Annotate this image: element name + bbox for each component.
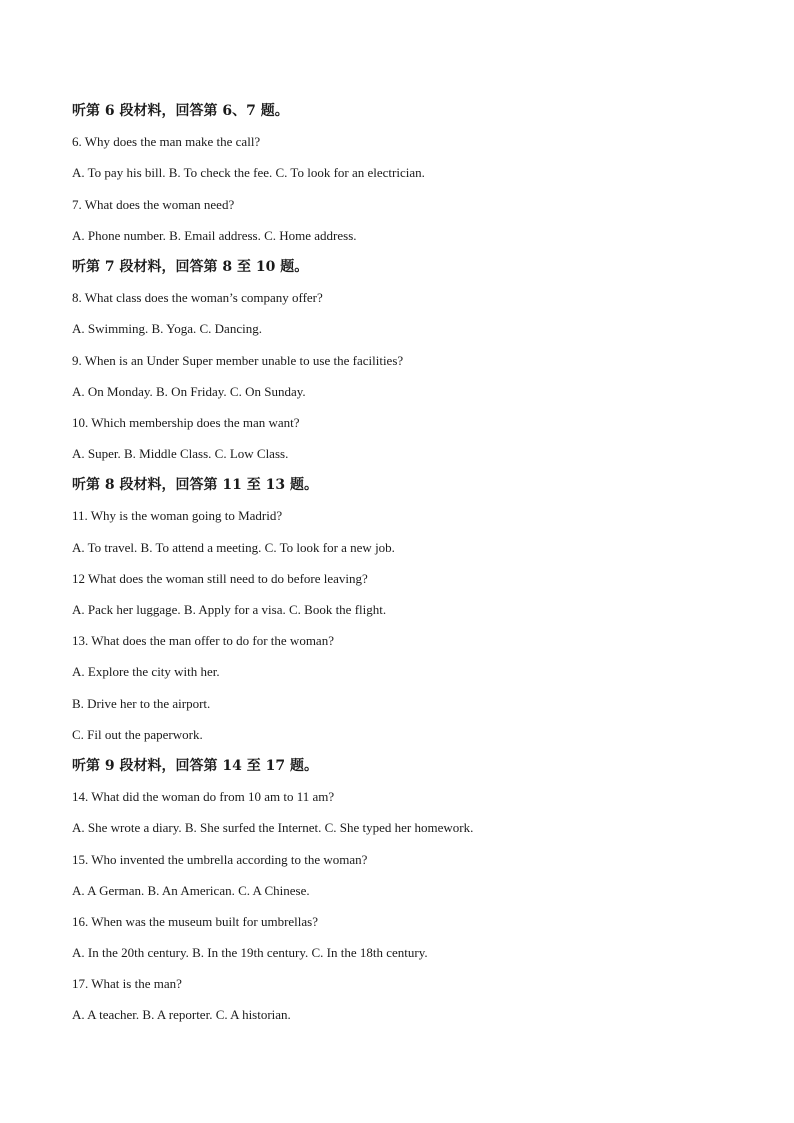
option-13-c: C. Fil out the paperwork. bbox=[72, 726, 203, 742]
option-13-a: A. Explore the city with her. bbox=[72, 664, 220, 680]
question-12: 12 What does the woman still need to do before leaving? bbox=[72, 570, 368, 586]
options-6: A. To pay his bill. B. To check the fee. C. To look for an electrician. bbox=[72, 165, 425, 181]
options-15: A. A German. B. An American. C. A Chinese. bbox=[72, 882, 310, 898]
options-9: A. On Monday. B. On Friday. C. On Sunday. bbox=[72, 383, 306, 399]
options-16: A. In the 20th century. B. In the 19th century. C. In the 18th century. bbox=[72, 945, 428, 961]
question-13: 13. What does the man offer to do for the woman? bbox=[72, 633, 334, 649]
question-15: 15. Who invented the umbrella according to the woman? bbox=[72, 851, 368, 867]
question-7: 7. What does the woman need? bbox=[72, 196, 235, 212]
question-17: 17. What is the man? bbox=[72, 976, 182, 992]
question-6: 6. Why does the man make the call? bbox=[72, 134, 261, 150]
section-heading-7: 听第 7 段材料，回答第 8 至 10 题。 bbox=[72, 258, 309, 275]
options-14: A. She wrote a diary. B. She surfed the Internet. C. She typed her homework. bbox=[72, 820, 474, 836]
question-11: 11. Why is the woman going to Madrid? bbox=[72, 508, 283, 524]
section-heading-9: 听第 9 段材料，回答第 14 至 17 题。 bbox=[72, 757, 318, 774]
options-10: A. Super. B. Middle Class. C. Low Class. bbox=[72, 446, 289, 462]
options-8: A. Swimming. B. Yoga. C. Dancing. bbox=[72, 321, 262, 337]
options-11: A. To travel. B. To attend a meeting. C. To look for a new job. bbox=[72, 539, 395, 555]
question-8: 8. What class does the woman’s company offer? bbox=[72, 290, 323, 306]
options-12: A. Pack her luggage. B. Apply for a visa. C. Book the flight. bbox=[72, 602, 387, 617]
question-16: 16. When was the museum built for umbrellas? bbox=[72, 913, 318, 929]
question-14: 14. What did the woman do from 10 am to 11 am? bbox=[72, 789, 335, 805]
question-9: 9. When is an Under Super member unable to use the facilities? bbox=[72, 352, 404, 368]
document-page bbox=[72, 100, 732, 1036]
options-17: A. A teacher. B. A reporter. C. A historian. bbox=[72, 1007, 291, 1023]
options-7: A. Phone number. B. Email address. C. Home address. bbox=[72, 227, 357, 243]
section-heading-6: 听第 6 段材料，回答第 6、7 题。 bbox=[72, 103, 289, 119]
option-13-b: B. Drive her to the airport. bbox=[72, 695, 211, 711]
question-10: 10. Which membership does the man want? bbox=[72, 414, 300, 430]
section-heading-8: 听第 8 段材料，回答第 11 至 13 题。 bbox=[72, 477, 318, 494]
